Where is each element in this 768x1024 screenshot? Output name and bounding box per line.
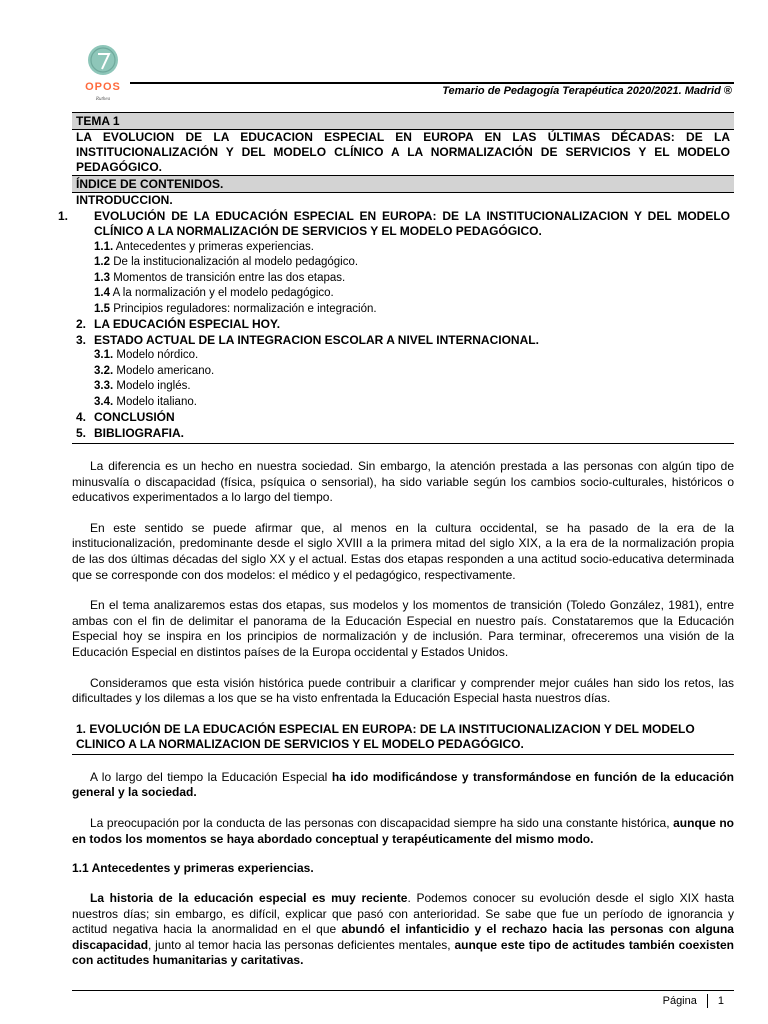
toc-section-3: 3. ESTADO ACTUAL DE LA INTEGRACION ESCOLAR A NIVEL INTERNACIONAL. <box>76 332 539 347</box>
subsection-1-1-heading: 1.1 Antecedentes y primeras experiencias. <box>72 861 314 876</box>
footer-rule <box>72 990 734 991</box>
section-1-paragraph-2: La preocupación por la conducta de las personas con discapacidad siempre ha sido una constante histórica, aunque no en todos los momentos se haya abordado conceptual y terapéuticamente del mismo modo. <box>72 815 734 846</box>
table-of-contents <box>58 193 734 444</box>
toc-item-1-2: 1.2 De la institucionalización al modelo pedagógico. <box>94 256 359 268</box>
svg-text:OPOS: OPOS <box>85 81 121 93</box>
toc-section-2: 2. LA EDUCACIÓN ESPECIAL HOY. <box>76 317 281 331</box>
toc-section-5: 5. BIBLIOGRAFIA. <box>76 425 184 440</box>
page-label: Página <box>662 995 697 1007</box>
footer-separator <box>707 994 708 1008</box>
intro-paragraph-4: Consideramos que esta visión histórica puede contribuir a clarificar y comprender mejor cuáles han sido los retos, las dificultades y los dilemas a los que se ha visto enfrentada la Educación Especial hasta nuestros días. <box>72 675 734 706</box>
page-content <box>58 112 735 969</box>
toc-item-3-2: 3.2. Modelo americano. <box>94 364 215 377</box>
tema-title: LA EVOLUCION DE LA EDUCACION ESPECIAL EN EUROPA EN LAS ÚLTIMAS DÉCADAS: DE LA INSTITUCIONALIZACIÓN Y DEL MODELO CLÍNICO A LA NORMALIZACIÓN DE SERVICIOS Y EL MODELO PEDAGÓGICO. <box>76 130 730 174</box>
section-1-paragraph-1: A lo largo del tiempo la Educación Especial ha ido modificándose y transformándose en función de la educación general y la sociedad. <box>72 769 734 800</box>
toc-item-3-4: 3.4. Modelo italiano. <box>94 395 197 408</box>
header-rule <box>130 82 734 84</box>
opos-logo-icon <box>78 38 128 108</box>
intro-paragraph-3: En el tema analizaremos estas dos etapas, sus modelos y los momentos de transición (Toledo González, 1981), entre ambas con el fin de delimitar el panorama de la Educación Especial en nuestro país. Constataremos que la Educación Especial hoy se inspira en los principios de normalización y de inclusión. Para terminar, ofreceremos una visión de la Educación Especial en distintos países de la Europa occidental y Estados Unidos. <box>72 598 734 659</box>
intro-paragraph-1: La diferencia es un hecho en nuestra sociedad. Sin embargo, la atención prestada a las personas con algún tipo de minusvalía o discapacidad (física, psíquica o sensorial), ha sido variable según los cambios socio-culturales, históricos o educativos experimentados a lo largo del tiempo. <box>72 459 734 505</box>
section-1-heading: 1. EVOLUCIÓN DE LA EDUCACIÓN ESPECIAL EN EUROPA: DE LA INSTITUCIONALIZACION Y DEL MODELO CLINICO A LA NORMALIZACION DE SERVICIOS Y EL MODELO PEDAGÓGICO. <box>72 722 734 755</box>
toc-item-1-1: 1.1. Antecedentes y primeras experiencias. <box>94 240 314 253</box>
header-title: Temario de Pedagogía Terapéutica 2020/2021. Madrid ® <box>442 85 732 97</box>
toc-item-1-4: 1.4 A la normalización y el modelo pedagógico. <box>94 287 334 299</box>
page-footer <box>663 994 724 1008</box>
tema-label: TEMA 1 <box>72 112 734 130</box>
page-number: 1 <box>717 995 724 1007</box>
toc-section-1: 1. EVOLUCIÓN DE LA EDUCACIÓN ESPECIAL EN EUROPA: DE LA INSTITUCIONALIZACION Y DEL MODELO CLÍNICO A LA NORMALIZACIÓN DE SERVICIOS Y EL MODELO PEDAGÓGICO. <box>58 208 730 238</box>
toc-item-1-5: 1.5 Principios reguladores: normalización e integración. <box>94 302 377 315</box>
logo <box>78 38 128 108</box>
svg-text:Ruthea: Ruthea <box>95 97 111 102</box>
toc-section-4: 4. CONCLUSIÓN <box>76 410 175 424</box>
toc-item-1-3: 1.3 Momentos de transición entre las dos etapas. <box>94 271 346 284</box>
toc-heading: ÍNDICE DE CONTENIDOS. <box>72 175 734 193</box>
toc-item-3-1: 3.1. Modelo nórdico. <box>94 349 199 361</box>
intro-paragraph-2: En este sentido se puede afirmar que, al menos en la cultura occidental, se ha pasado de la era de la institucionalización, predominante desde el siglo XVIII a la primera mitad del siglo XIX, a la era de la normalización propia de las dos últimas décadas del siglo XX y el actual. Estas dos etapas responden a una actitud socio-educativa determinada que se corresponde con dos modelos: el médico y el pedagógico, respectivamente. <box>72 520 734 582</box>
toc-intro: INTRODUCCION. <box>76 193 173 207</box>
toc-item-3-3: 3.3. Modelo inglés. <box>94 380 191 392</box>
subsection-1-1-paragraph: La historia de la educación especial es muy reciente. Podemos conocer su evolución desde el siglo XIX hasta nuestros días; sin embargo, es difícil, explicar que pasó con anterioridad. Se sabe que fue un período de ignorancia y actitud negativa hacia la anormalidad en el que abundó el infanticidio y el rechazo hacia las personas con alguna discapacidad, junto al temor hacia las personas deficientes mentales, aunque este tipo de actitudes también coexisten con actitudes humanitarias y caritativas. <box>72 891 735 968</box>
